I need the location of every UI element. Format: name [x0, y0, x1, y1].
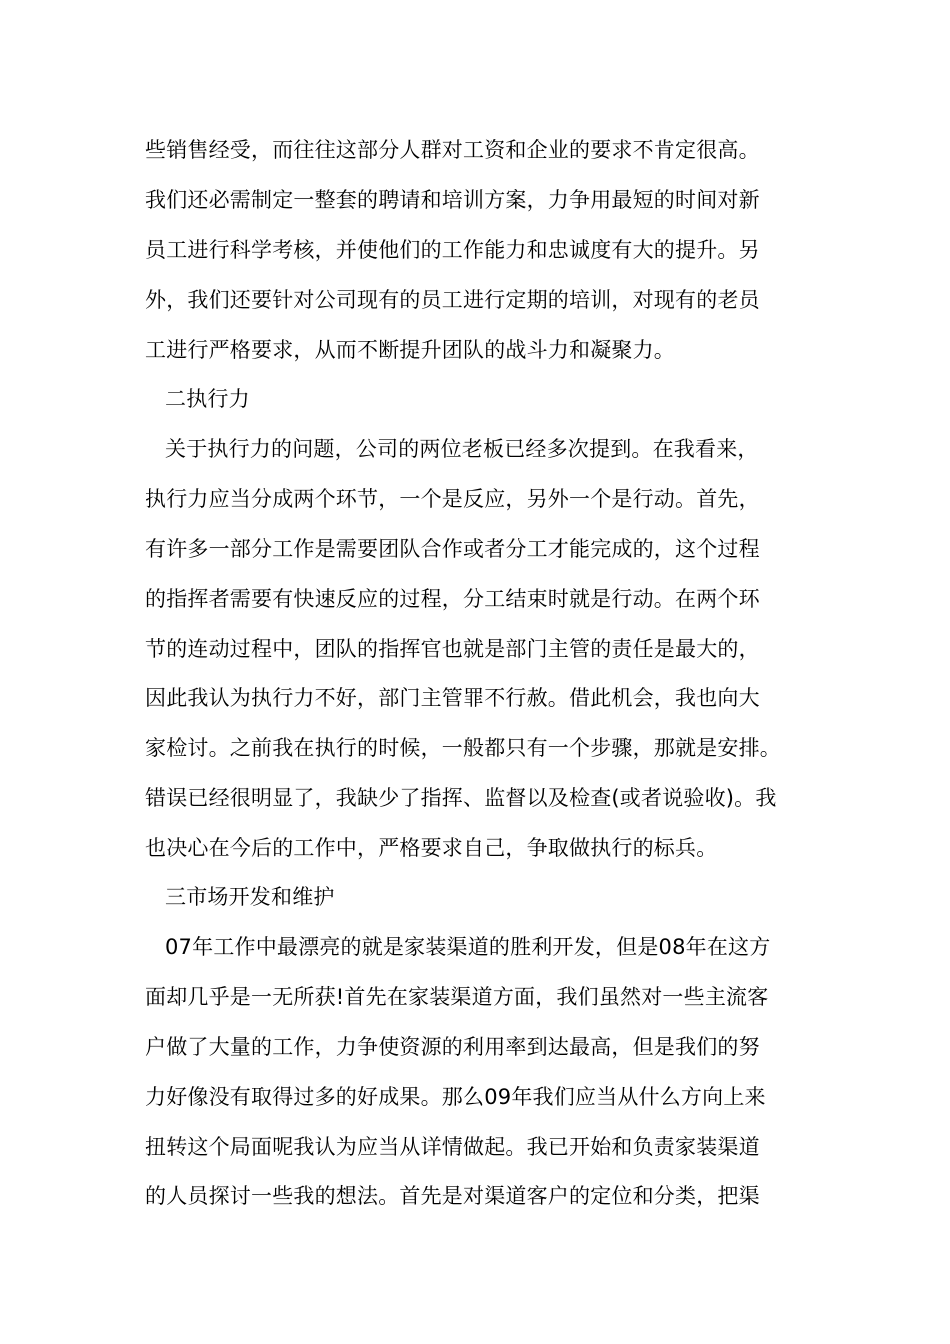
body-text-line: 外，我们还要针对公司现有的员工进行定期的培训，对现有的老员 — [145, 288, 760, 312]
body-text-line: 错误已经很明显了，我缺少了指挥、监督以及检查(或者说验收)。我 — [145, 786, 777, 810]
body-text-line: 家检讨。之前我在执行的时候，一般都只有一个步骤，那就是安排。 — [145, 736, 781, 760]
body-text-line: 07年工作中最漂亮的就是家装渠道的胜利开发，但是08年在这方 — [165, 935, 771, 959]
body-text-line: 户做了大量的工作，力争使资源的利用率到达最高，但是我们的努 — [145, 1035, 760, 1059]
body-text-line: 的人员探讨一些我的想法。首先是对渠道客户的定位和分类，把渠 — [145, 1184, 760, 1208]
section-heading: 二执行力 — [165, 387, 250, 411]
body-text-line: 的指挥者需要有快速反应的过程，分工结束时就是行动。在两个环 — [145, 587, 760, 611]
body-text-line: 也决心在今后的工作中，严格要求自己，争取做执行的标兵。 — [145, 836, 718, 860]
body-text-line: 力好像没有取得过多的好成果。那么09年我们应当从什么方向上来 — [145, 1085, 766, 1109]
body-text-line: 因此我认为执行力不好，部门主管罪不行赦。借此机会，我也向大 — [145, 686, 760, 710]
body-text-line: 节的连动过程中，团队的指挥官也就是部门主管的责任是最大的， — [145, 637, 760, 661]
body-text-line: 员工进行科学考核，并使他们的工作能力和忠诚度有大的提升。另 — [145, 238, 760, 262]
section-heading: 三市场开发和维护 — [165, 885, 335, 909]
body-text-line: 面却几乎是一无所获!首先在家装渠道方面，我们虽然对一些主流客 — [145, 985, 769, 1009]
body-text-line: 有许多一部分工作是需要团队合作或者分工才能完成的，这个过程 — [145, 537, 760, 561]
body-text-line: 扭转这个局面呢我认为应当从详情做起。我已开始和负责家装渠道 — [145, 1135, 760, 1159]
body-text-line: 工进行严格要求，从而不断提升团队的战斗力和凝聚力。 — [145, 338, 675, 362]
body-text-line: 执行力应当分成两个环节，一个是反应，另外一个是行动。首先， — [145, 487, 760, 511]
body-text-line: 我们还必需制定一整套的聘请和培训方案，力争用最短的时间对新 — [145, 188, 760, 212]
body-text-line: 些销售经受，而往往这部分人群对工资和企业的要求不肯定很高。 — [145, 138, 760, 162]
body-text-line: 关于执行力的问题，公司的两位老板已经多次提到。在我看来， — [165, 437, 759, 461]
